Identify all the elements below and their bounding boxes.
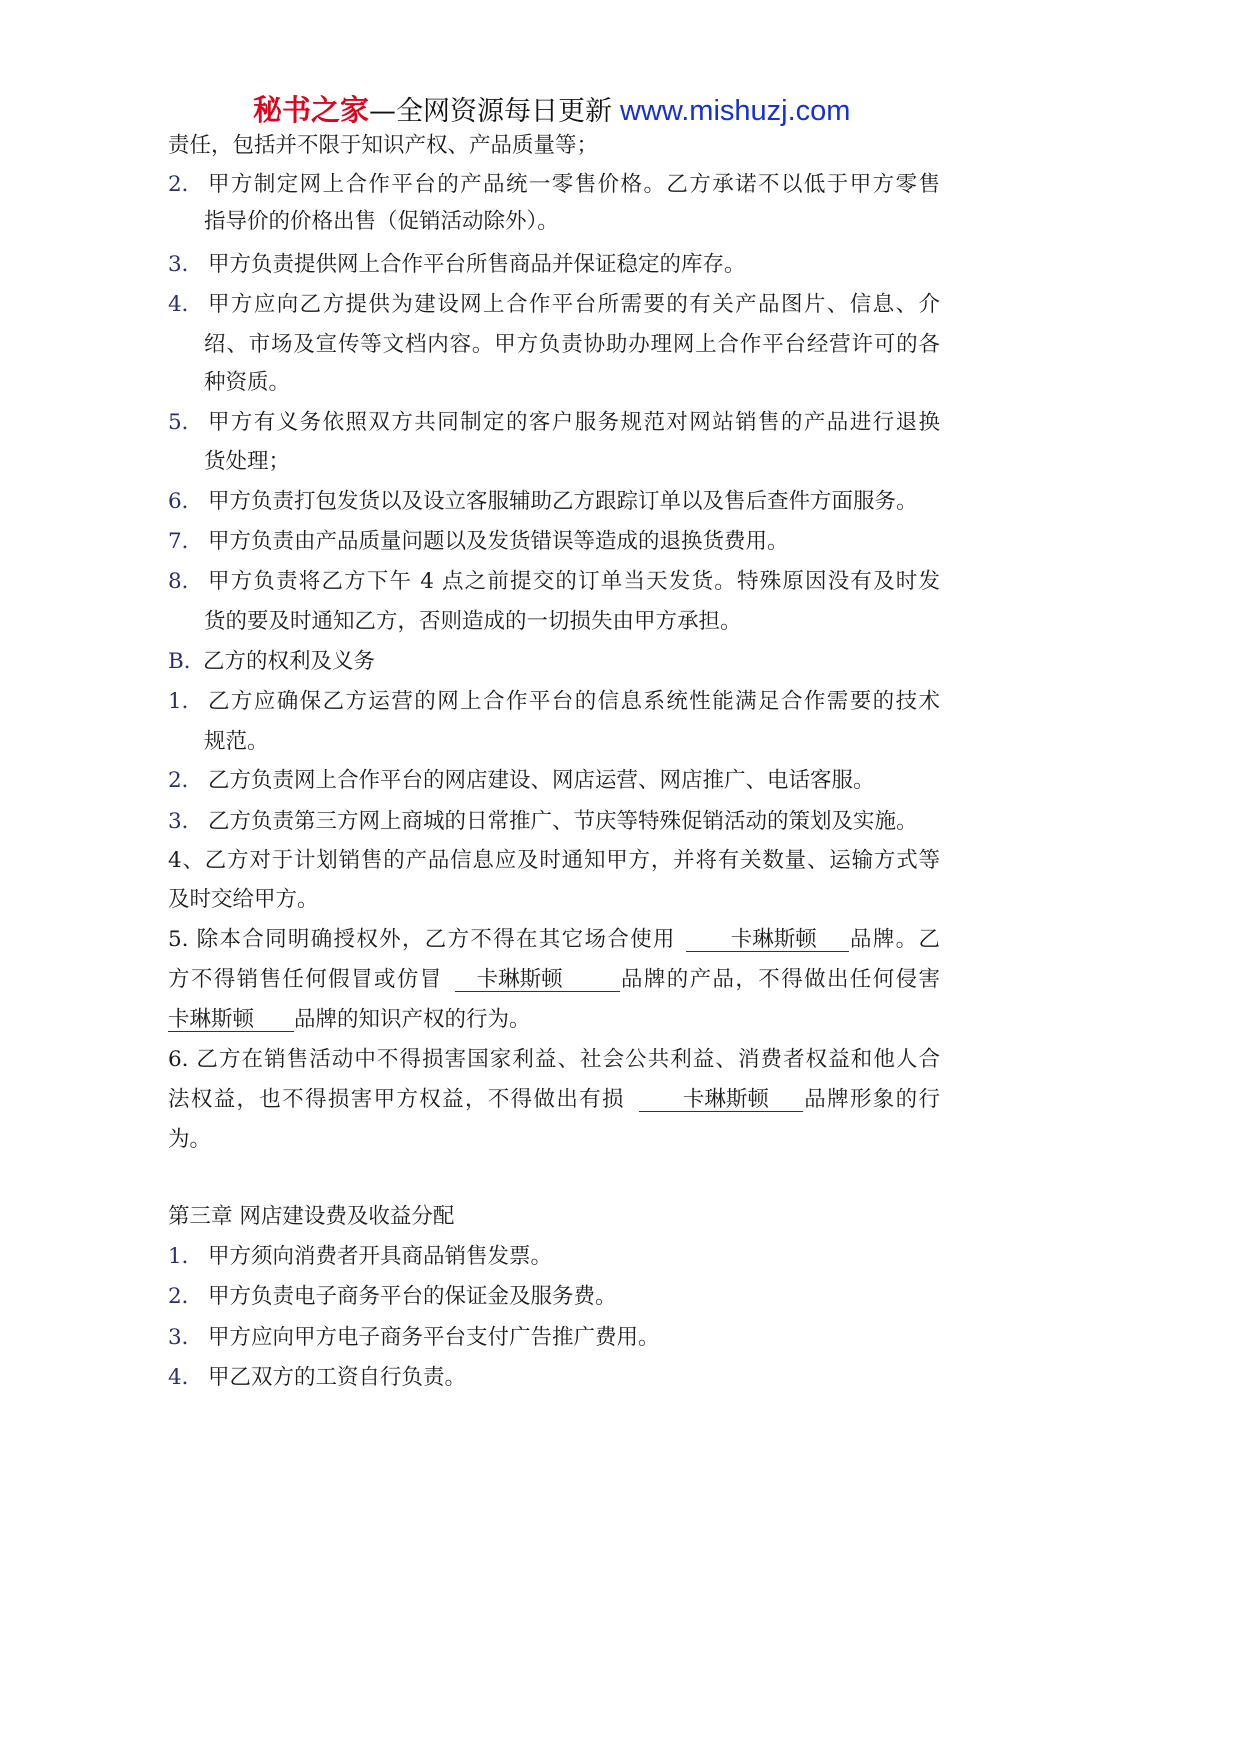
section-letter: B． xyxy=(168,649,206,674)
banner-tagline: —全网资源每日更新 xyxy=(369,96,613,127)
list-item xyxy=(168,528,940,556)
list-item xyxy=(168,767,940,795)
brand-name-blank: 卡琳斯顿 xyxy=(686,929,849,952)
list-item-text: 甲方负责打包发货以及设立客服辅助乙方跟踪订单以及售后查件方面服务。 xyxy=(208,489,918,514)
clause-text-segment: 品牌的产品，不得做出任何侵害 xyxy=(619,967,940,992)
clause-text xyxy=(168,1006,531,1034)
list-item xyxy=(168,1283,940,1311)
list-item-text: 甲方负责电子商务平台的保证金及服务费。 xyxy=(208,1284,617,1309)
list-number: 4． xyxy=(168,292,204,317)
list-item xyxy=(168,251,940,279)
section-heading-text: 乙方的权利及义务 xyxy=(203,649,376,674)
brand-name-blank: 卡琳斯顿 xyxy=(455,969,620,992)
clause-line xyxy=(168,966,940,994)
list-item-continuation xyxy=(204,608,940,636)
list-item xyxy=(168,688,940,716)
clause-line xyxy=(168,1006,940,1034)
site-banner xyxy=(253,90,850,130)
list-item-continuation xyxy=(204,208,940,236)
brand-name-blank: 卡琳斯顿 xyxy=(168,1009,294,1032)
list-number: 7． xyxy=(168,529,204,554)
chapter-heading xyxy=(168,1203,940,1231)
list-number: 6． xyxy=(168,489,204,514)
clause-text: 及时交给甲方。 xyxy=(168,887,319,912)
list-item-text: 指导价的价格出售（促销活动除外）。 xyxy=(204,209,559,234)
list-item-text: 规范。 xyxy=(204,729,269,754)
clause-line xyxy=(168,847,940,875)
chapter-heading-text: 第三章 网店建设费及收益分配 xyxy=(168,1204,455,1229)
list-item-continuation xyxy=(204,331,940,359)
list-number: 2． xyxy=(168,768,204,793)
list-item-text: 甲方负责由产品质量问题以及发货错误等造成的退换货费用。 xyxy=(208,529,789,554)
clause-text-segment: 品牌的知识产权的行为。 xyxy=(294,1007,531,1032)
clause-text: 责任，包括并不限于知识产权、产品质量等； xyxy=(168,133,599,158)
clause-text: 4、乙方对于计划销售的产品信息应及时通知甲方，并将有关数量、运输方式等 xyxy=(168,848,940,873)
list-item-text: 乙方负责第三方网上商城的日常推广、节庆等特殊促销活动的策划及实施。 xyxy=(208,809,918,834)
list-item xyxy=(168,171,940,199)
continued-clause-line xyxy=(168,132,940,160)
clause-line xyxy=(168,1046,940,1074)
list-item-text: 甲方应向乙方提供为建设网上合作平台所需要的有关产品图片、信息、介 xyxy=(208,292,940,317)
clause-line xyxy=(168,1126,940,1154)
clause-text-segment: 方不得销售任何假冒或仿冒 xyxy=(168,967,443,992)
list-item-text: 甲方须向消费者开具商品销售发票。 xyxy=(208,1244,553,1269)
list-item xyxy=(168,291,940,319)
clause-text: 6. 乙方在销售活动中不得损害国家利益、社会公共利益、消费者权益和他人合 xyxy=(168,1047,940,1072)
section-heading xyxy=(168,648,940,676)
list-number: 1． xyxy=(168,689,204,714)
list-item-text: 种资质。 xyxy=(204,370,291,395)
list-item-text: 甲方制定网上合作平台的产品统一零售价格。乙方承诺不以低于甲方零售 xyxy=(208,172,940,197)
list-item xyxy=(168,568,940,596)
list-item-continuation xyxy=(204,728,940,756)
list-item-text: 货的要及时通知乙方，否则造成的一切损失由甲方承担。 xyxy=(204,609,742,634)
clause-text-segment: 5. 除本合同明确授权外，乙方不得在其它场合使用 xyxy=(168,927,676,952)
list-item xyxy=(168,1243,940,1271)
list-item-text: 甲方有义务依照双方共同制定的客户服务规范对网站销售的产品进行退换 xyxy=(208,410,940,435)
list-number: 2． xyxy=(168,172,204,197)
clause-text xyxy=(168,926,940,954)
list-item xyxy=(168,488,940,516)
list-item-text: 乙方应确保乙方运营的网上合作平台的信息系统性能满足合作需要的技术 xyxy=(208,689,940,714)
list-number: 8． xyxy=(168,569,204,594)
clause-text-segment: 品牌形象的行 xyxy=(802,1087,940,1112)
list-item-text: 甲方负责提供网上合作平台所售商品并保证稳定的库存。 xyxy=(208,252,746,277)
list-item-text: 绍、市场及宣传等文档内容。甲方负责协助办理网上合作平台经营许可的各 xyxy=(204,332,940,357)
clause-text-segment: 品牌。乙 xyxy=(848,927,940,952)
banner-brand: 秘书之家 xyxy=(253,93,370,127)
clause-text xyxy=(168,966,940,994)
clause-text: 为。 xyxy=(168,1127,212,1152)
list-number: 3． xyxy=(168,1325,204,1350)
list-item xyxy=(168,1364,940,1392)
list-item xyxy=(168,1324,940,1352)
list-item xyxy=(168,409,940,437)
clause-text xyxy=(168,1086,940,1114)
list-item-text: 甲乙双方的工资自行负责。 xyxy=(208,1365,467,1390)
clause-line xyxy=(168,926,940,954)
list-item xyxy=(168,808,940,836)
list-number: 3． xyxy=(168,252,204,277)
list-number: 3． xyxy=(168,809,204,834)
brand-name-blank: 卡琳斯顿 xyxy=(639,1089,803,1112)
clause-line xyxy=(168,886,940,914)
list-item-continuation xyxy=(204,369,940,397)
list-item-text: 甲方负责将乙方下午 4 点之前提交的订单当天发货。特殊原因没有及时发 xyxy=(208,569,940,594)
list-item-text: 甲方应向甲方电子商务平台支付广告推广费用。 xyxy=(208,1325,660,1350)
banner-url: www.mishuzj.com xyxy=(620,95,851,127)
list-item-continuation xyxy=(204,448,940,476)
list-item-text: 货处理； xyxy=(204,449,291,474)
list-number: 2． xyxy=(168,1284,204,1309)
clause-line xyxy=(168,1086,940,1114)
clause-text-segment: 法权益，也不得损害甲方权益，不得做出有损 xyxy=(168,1087,625,1112)
list-number: 4． xyxy=(168,1365,204,1390)
list-number: 5． xyxy=(168,410,204,435)
list-number: 1． xyxy=(168,1244,204,1269)
list-item-text: 乙方负责网上合作平台的网店建设、网店运营、网店推广、电话客服。 xyxy=(208,768,875,793)
